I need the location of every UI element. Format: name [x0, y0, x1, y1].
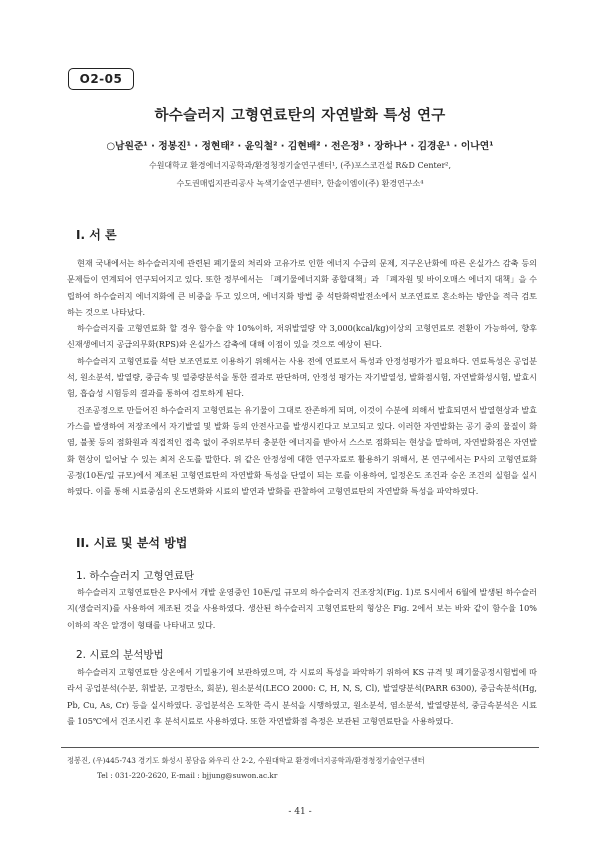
paper-title: 하수슬러지 고형연료탄의 자연발화 특성 연구 — [154, 108, 446, 124]
footnote-contact: Tel : 031-220-2620, E-mail : bjjung@suwon.ac.kr — [97, 770, 278, 780]
paragraph: 건조공정으로 만들어진 하수슬러지 고형연료는 유기물이 그대로 잔존하게 되며, 이것이 수분에 의해서 발효되면서 발열현상과 발효가스를 발생하여 저장조에서 자기발열 및 발화 등의 안전사고를 발생시킨다고 보고되고 있다. 이러한 자연발화는 공기 중의 물질이 화염, 불꽃 등의 점화원과 직접적인 접촉 없이 주위로부터 충분한 에너지를 받아서 스스로 점화되는 현상을 말하며, 자연발화점은 자연발화 현상이 일어날 수 있는 최저 온도를 말한다. 위 같은 안정성에 대한 연구자료로 활용하기 위해서, 본 연구에서는 P사의 고형연료화공정(10톤/일 규모)에서 제조된 고형연료탄의 자연발화 특성을 단열이 되는 로를 이용하여, 일정온도 조건과 승온 조건의 실험을 실시하였다. 이를 통해 시료중심의 온도변화와 시료의 발연과 발화를 관찰하여 고형연료탄의 자연발화 특성을 파악하였다. — [67, 404, 537, 497]
paragraph: 현재 국내에서는 하수슬러지에 관련된 폐기물의 처리와 고유가로 인한 에너지 수급의 문제, 지구온난화에 따른 온실가스 감축 등의 문제들이 연계되어 연구되어지고 있다. 또한 정부에서는 「폐기물에너지화 종합대책」과 「폐자원 및 바이오매스 에너지 대책」을 수립하여 하수슬러지 에너지화에 큰 비중을 두고 있으며, 에너지화 방법 중 석탄화력발전소에서 보조연료로 혼소하는 방안을 적극 검토하는 것으로 나타났다. — [67, 258, 537, 317]
footnote-address: 정봉진, (우)445-743 경기도 화성시 봉담읍 와우리 산 2-2, 수원대학교 환경에너지공학과/환경청정기술연구센터 — [67, 756, 425, 765]
subsection-1-body — [67, 584, 537, 633]
paragraph: 하수슬러지 고형연료탄 상온에서 기밀용기에 보관하였으며, 각 시료의 특성을 파악하기 위하여 KS 규격 및 폐기물공정시험법에 따라서 공업분석(수분, 휘발분, 고정탄소, 회분), 원소분석(LECO 2000: C, H, N, S, Cl), 발열량분석(PARR 6300), 중금속분석(Hg, Pb, Cu, As, Cr) 등을 실시하였다. 공업분석은 도착한 즉시 분석을 시행하였고, 원소분석, 염소분석, 발열량분석, 중금속분석은 시료를 105℃에서 건조시킨 후 분석시료로 사용하였다. 또한 자연발화점 측정은 보관된 고형연료탄을 사용하였다. — [67, 667, 537, 726]
paragraph: 하수슬러지를 고형연료화 할 경우 함수율 약 10%이하, 저위발열량 약 3,000(kcal/kg)이상의 고형연료로 전환이 가능하여, 향후 신재생에너지 공급의무화(RPS)와 온실가스 감축에 대해 이점이 있을 것으로 예상이 된다. — [67, 323, 537, 350]
affiliation-line-1: 수원대학교 환경에너지공학과/환경청정기술연구센터¹, (주)포스코건설 R&D Center², — [148, 161, 452, 170]
paragraph: 하수슬러지 고형연료탄은 P사에서 개발 운영중인 10톤/일 규모의 하수슬러지 건조장치(Fig. 1)로 S시에서 6월에 발생된 하수슬러지(생슬러지)를 사용하여 제조된 것을 사용하였다. 생산된 하수슬러지 고형연료탄의 형상은 Fig. 2에서 보는 바와 같이 함수율 10% 이하의 작은 알갱이 형태를 나타내고 있다. — [67, 587, 537, 630]
subsection-heading-1: 1. 하수슬러지 고형연료탄 — [76, 570, 195, 582]
introduction-body — [67, 255, 537, 499]
subsection-2-body — [67, 664, 537, 729]
section-heading-methods: II. 시료 및 분석 방법 — [76, 536, 188, 550]
corresponding-author-footnote — [67, 754, 425, 783]
session-code-badge: O2-05 — [68, 68, 134, 90]
footnote-divider — [61, 747, 539, 748]
section-heading-introduction: I. 서 론 — [76, 228, 117, 242]
page-number: - 41 - — [288, 807, 312, 817]
paragraph: 하수슬러지 고형연료를 석탄 보조연료로 이용하기 위해서는 사용 전에 연료로서 특성과 안정성평가가 필요하다. 연료특성은 공업분석, 원소분석, 발열량, 중금속 및 열중량분석을 통한 결과로 판단하며, 안정성 평가는 자기발열성, 발화점시험, 자연발화성시험, 발효시험, 흡습성 시험등의 결과를 통하여 검토하게 된다. — [67, 355, 537, 399]
subsection-heading-2: 2. 시료의 분석방법 — [76, 649, 164, 661]
author-list: ○남원준¹ · 정봉진¹ · 정현태² · 윤익철² · 김현배² · 전은정³ · 장하나⁴ · 김경운¹ · 이나연¹ — [106, 141, 494, 152]
affiliation-line-2: 수도권매립지관리공사 녹색기술연구센터³, 한솔이엠이(주) 환경연구소⁴ — [176, 179, 424, 188]
